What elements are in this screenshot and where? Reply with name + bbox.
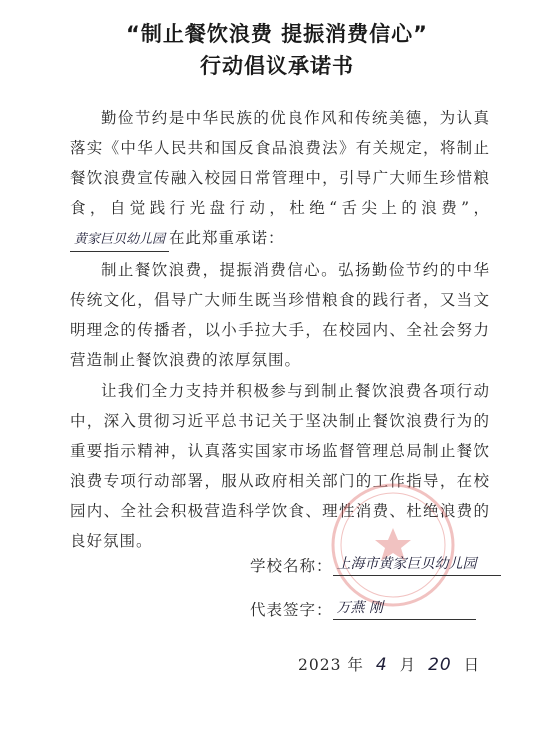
date-year: 2023 (298, 656, 342, 674)
date-month: 4 (375, 655, 388, 675)
date-year-unit: 年 (347, 656, 364, 674)
representative-signature: 万燕 刚 (333, 597, 476, 620)
date-month-unit: 月 (399, 656, 417, 674)
school-name-row (250, 553, 501, 576)
representative-label: 代表签字： (250, 601, 333, 619)
date-row (298, 653, 480, 675)
doc-title-line2: 行动倡议承诺书 (200, 54, 354, 78)
school-name-handwritten: 上海市黄家巨贝幼儿园 (333, 553, 501, 576)
paragraph-1-text: 勤俭节约是中华民族的优良作风和传统美德，为认真落实《中华人民共和国反食品浪费法》有关规定，将制止餐饮浪费宣传融入校园日常管理中，引导广大师生珍惜粮食，自觉践行光盘行动，杜绝“舌尖上的浪费”， (70, 109, 490, 217)
handwritten-school-name: 黄家巨贝幼儿园 (70, 229, 169, 252)
paragraph-2-text: 制止餐饮浪费，提振消费信心。弘扬勤俭节约的中华传统文化，倡导广大师生既当珍惜粮食的践行者，又当文明理念的传播者，以小手拉大手，在校园内、全社会努力营造制止餐饮浪费的浓厚氛围。 (70, 261, 490, 369)
date-day-unit: 日 (463, 656, 481, 674)
doc-title-line1: “制止餐饮浪费 提振消费信心” (126, 22, 428, 46)
paragraph-3 (70, 376, 490, 556)
date-day: 20 (428, 655, 452, 675)
paragraph-1-tail: 在此郑重承诺： (169, 229, 285, 247)
school-name-label: 学校名称： (250, 557, 333, 575)
paragraph-1 (70, 103, 490, 253)
paragraph-2 (70, 255, 490, 375)
paragraph-3-text: 让我们全力支持并积极参与到制止餐饮浪费各项行动中，深入贯彻习近平总书记关于坚决制止餐饮浪费行为的重要指示精神，认真落实国家市场监督管理总局制止餐饮浪费专项行动部署，服从政府相关部门的工作指导，在校园内、全社会积极营造科学饮食、理性消费、杜绝浪费的良好氛围。 (70, 382, 490, 550)
representative-signature-row (250, 597, 476, 620)
